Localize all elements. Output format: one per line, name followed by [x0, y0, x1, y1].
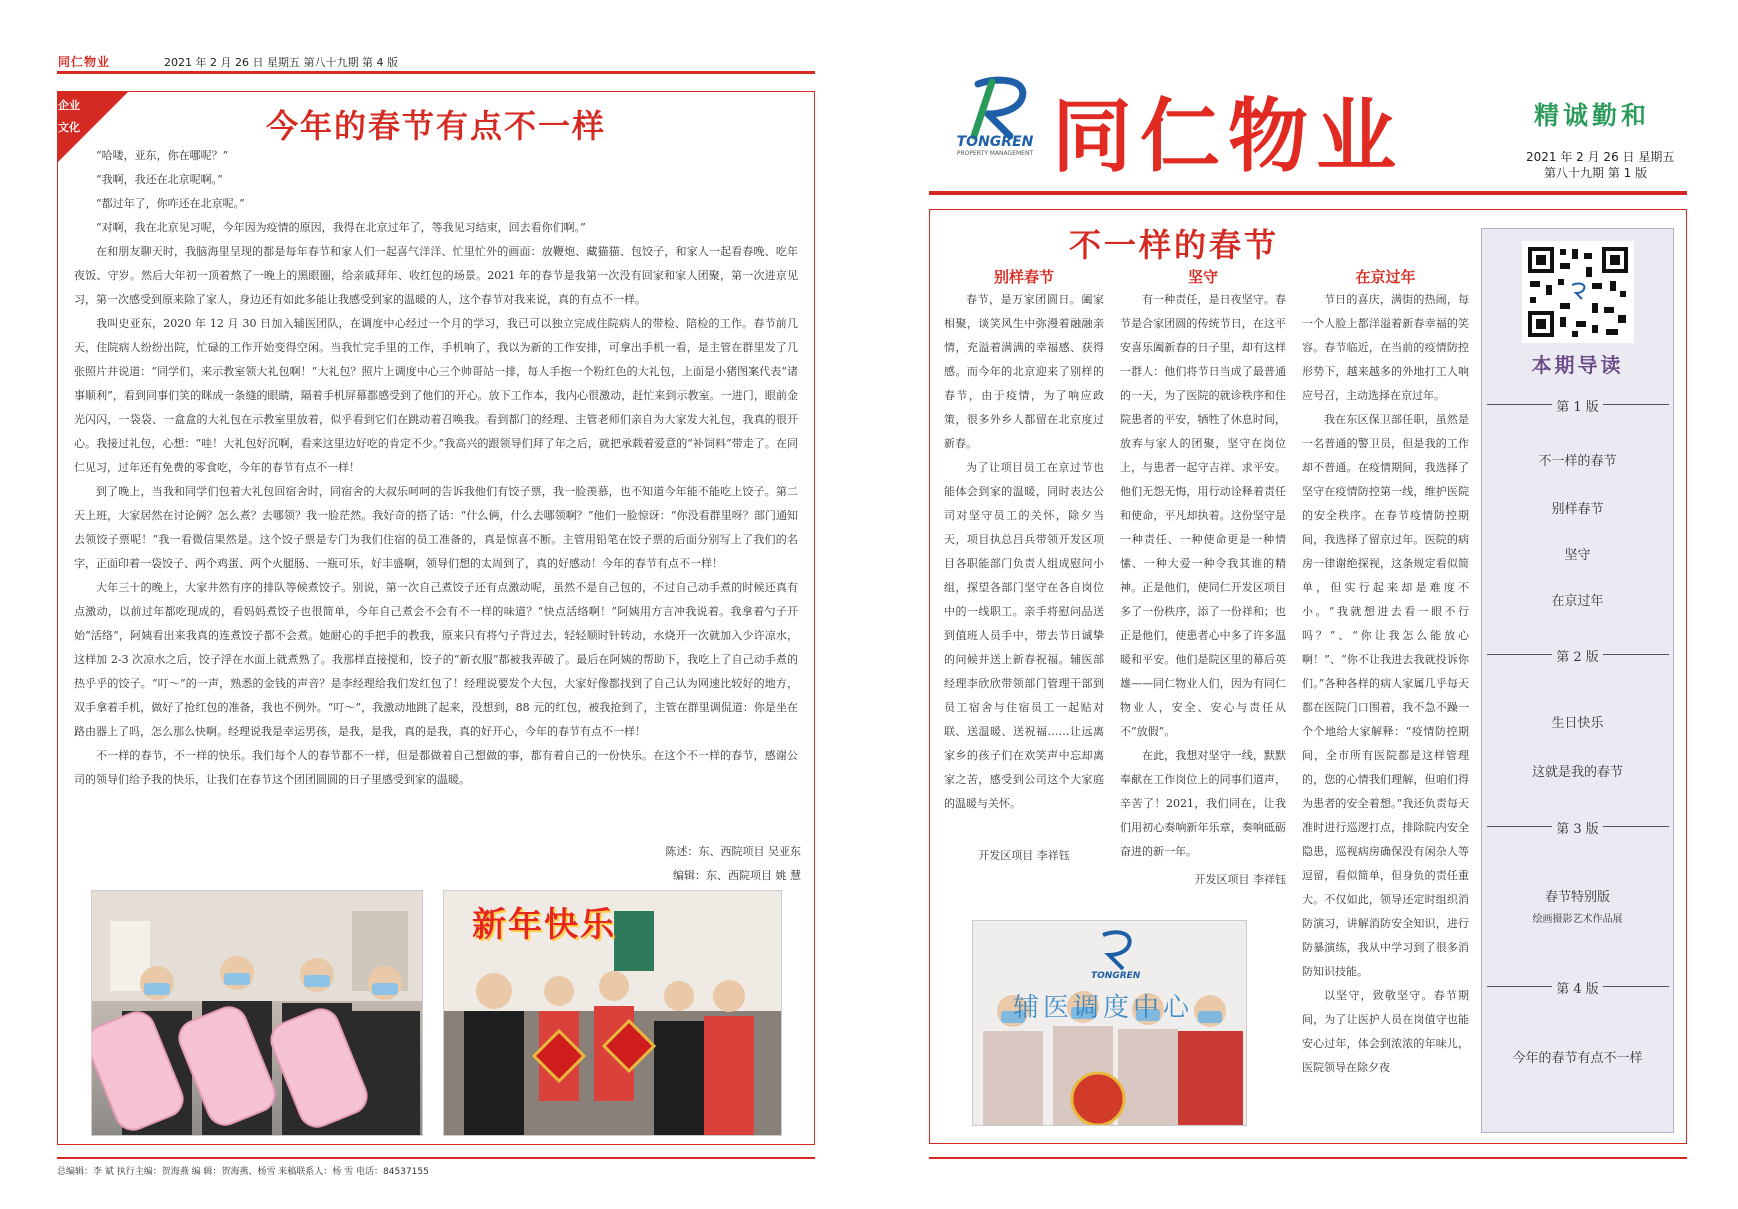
article-paragraph: 到了晚上，当我和同学们包着大礼包回宿舍时，同宿舍的大叔乐呵呵的告诉我他们有饺子票，我一脸羡慕，也不知道今年能不能吃上饺子。第二天上班，大家居然在讨论俩？怎么煮？去哪领？我一脸茫然。我好奇的搭了话：“什么俩，什么去哪领啊？”他们一脸惊讶：“你没看群里呀？部门通知去领饺子票呢！”我一看微信果然是。这个饺子票是专门为我们住宿的员工准备的，真是惊喜不断。主管用铅笔在饺子票的后面分别写上了我们的名字，正面印着一袋饺子、两个鸡蛋、两个火腿肠、一瓶可乐，好丰盛啊，领导们想的太周到了，真的好感动！今年的春节有点不一样！ — [74, 485, 798, 570]
guide-item-2-2[interactable]: 这就是我的春节 — [1531, 765, 1623, 780]
editor-line: 编辑：东、西院项目 姚 慧 — [673, 869, 801, 882]
edition-label-text: 第 2 版 — [1552, 650, 1603, 665]
page4-footer-rule — [57, 1157, 815, 1159]
column-paragraph: 春节，是万家团圆日。阖家相聚，谈笑风生中弥漫着融融亲情，充溢着满满的幸福感、获得感。而今年的北京迎来了别样的春节，由于疫情，为了响应政策，很多外乡人都留在北京度过新春。 — [944, 293, 1104, 450]
author-line: 陈述：东、西院项目 吴亚东 — [665, 845, 801, 858]
section-tag-line2: 文化 — [58, 121, 80, 134]
guide-item-1-2[interactable]: 别样春节 — [1551, 502, 1604, 517]
edition-label-text: 第 1 版 — [1552, 400, 1603, 415]
article-paragraph: 大年三十的晚上，大家井然有序的排队等候煮饺子。别说，第一次自己煮饺子还有点激动呢，虽然不是自己包的，不过自己动手煮的时候还真有点激动，以前过年都吃现成的，看妈妈煮饺子也很简单，今年自己煮会不会有不一样的味道？“快点活络啊！”阿姨用方言冲我说着。我拿着勺子开始“活络”，阿姨看出来我真的连煮饺子都不会煮。她耐心的手把手的教我，原来只有将勺子背过去，轻轻顺时针转动，水烧开一次就加入少许凉水，这样加 2-3 次凉水之后，饺子浮在水面上就煮熟了。我那样直接搅和，饺子的“新衣服”都被我弄破了。最后在阿姨的帮助下，我吃上了自己动手煮的热乎乎的饺子。“叮～”的一声，熟悉的金钱的声音？是李经理给我们发红包了！经理说要发个大包，大家好像都找到了自己认为网速比较好的地方，双手拿着手机，做好了抢红包的准备，我也不例外。“叮～”，我激动地跳了起来，没想到，88 元的红包，被我抢到了，主管在群里调侃道：你是坐在路由器上了吗，怎么那么快啊。经理说我是幸运男孩，是我，是我，真的是我，真的好开心，今年的春节有点不一样！ — [74, 581, 798, 738]
page4-article-title: 今年的春节有点不一样 — [265, 107, 606, 145]
column-heading: 在京过年 — [1355, 268, 1416, 286]
guide-item-1-1[interactable]: 不一样的春节 — [1538, 454, 1617, 469]
column-jianshou — [1120, 288, 1286, 892]
guide-item-4-1[interactable]: 今年的春节有点不一样 — [1512, 1051, 1643, 1066]
newspaper-masthead: 同仁物业 — [1052, 90, 1404, 183]
column-paragraph: 我在东区保卫部任职，虽然是一名普通的警卫员，但是我的工作却不普通。在疫情期间，我选择了坚守在疫情防控第一线，维护医院的安全秩序。在春节疫情防控期间，我选择了留京过年。医院的病房一律谢绝探视，这条规定看似简单，但实行起来却是难度不小。“我就想进去看一眼不行吗？”、“你让我怎么能放心啊！”、“你不让我进去我就投诉你们。”各种各样的病人家属几乎每天都在医院门口围着，我不急不躁一个个地给大家解释：“疫情防控期间，全市所有医院都是这样管理的，您的心情我们理解，但咱们得为患者的安全着想。”我还负责每天准时进行巡逻打点，排除院内安全隐患，巡视病房确保没有闲杂人等逗留，看似简单，但身负的责任重大。不仅如此，领导还定时组织消防演习，讲解消防安全知识，进行防暴演练，我从中学习到了很多消防知识技能。 — [1302, 413, 1469, 978]
photo-new-year-group — [443, 890, 782, 1136]
column-zaijing-guonian — [1302, 288, 1469, 1080]
column-signature: 开发区项目 李祥钰 — [1194, 873, 1286, 886]
guide-item-3-2[interactable]: 绘画摄影艺术作品展 — [1532, 914, 1623, 925]
page4-header-logo: 同仁物业 — [58, 55, 111, 69]
article-paragraph: “都过年了，你咋还在北京呢。” — [96, 197, 245, 210]
photo2-caption: 新年快乐 — [472, 905, 616, 945]
article-paragraph: “对啊，我在北京见习呢，今年因为疫情的原因，我得在北京过年了，等我见习结束，回去看你们啊。” — [96, 221, 586, 234]
column-paragraph: 在此，我想对坚守一线，默默奉献在工作岗位上的同事们道声，辛苦了！2021，我们同在，让我们用初心奏响新年乐章，奏响砥砺奋进的新一年。 — [1120, 749, 1286, 858]
guide-item-2-1[interactable]: 生日快乐 — [1551, 716, 1604, 731]
edition-label — [1481, 978, 1674, 997]
guide-item-1-4[interactable]: 在京过年 — [1551, 594, 1604, 609]
qr-code-icon[interactable] — [1522, 241, 1634, 343]
edition-label — [1481, 396, 1674, 415]
edition-label — [1481, 818, 1674, 837]
masthead-slogan: 精诚勤和 — [1534, 101, 1651, 130]
page4-footer-staff: 总编辑：李 斌 执行主编：贺海燕 编 辑：贺海燕、杨雪 来稿联系人：杨 雪 电话：84537155 — [57, 1167, 429, 1177]
photo-brand-label: TONGREN — [1091, 971, 1141, 981]
column-heading: 坚守 — [1187, 268, 1218, 286]
page4-article-body — [74, 144, 798, 792]
issue-number: 第八十九期 第 1 版 — [1544, 166, 1648, 180]
page1-main-title: 不一样的春节 — [1068, 226, 1279, 264]
column-paragraph: 以坚守，致敬坚守。春节期间，为了让医护人员在岗值守也能安心过年，体会到浓浓的年味儿，医院领导在除夕夜 — [1302, 989, 1469, 1074]
column-paragraph: 有一种责任，是日夜坚守。春节是合家团圆的传统节日，在这平安喜乐阖新春的日子里，却有这样一群人：他们将节日当成了最普通的一天，为了医院的就诊秩序和住院患者的平安，牺牲了休息时间，放弃与家人的团聚，坚守在岗位上，与患者一起守吉祥、求平安。他们无怨无悔，用行动诠释着责任和使命，平凡却执着。这份坚守是一种责任、一种使命更是一种情愫、一种大爱一种令我其谁的精神。正是他们，使同仁开发区项目多了一份秩序，添了一份祥和；也正是他们，使患者心中多了许多温暖和平安。他们是院区里的幕后英雄——同仁物业人们，因为有同仁物业人，安全、安心与责任从不“放假”。 — [1120, 293, 1286, 738]
guide-item-3-1[interactable]: 春节特别版 — [1544, 890, 1610, 905]
masthead-rule — [929, 191, 1687, 195]
article-paragraph: “哈喽，亚东，你在哪呢？” — [96, 149, 229, 162]
photo-dispatch-center-staff — [972, 920, 1247, 1126]
photo-staff-gift-bags — [91, 890, 423, 1136]
logo-english-name: TONGREN — [956, 134, 1034, 150]
page4-credits — [666, 840, 802, 888]
article-paragraph: “我啊，我还在北京呢啊。” — [96, 173, 223, 186]
page4-header-date: 2021 年 2 月 26 日 星期五 第八十九期 第 4 版 — [164, 56, 398, 69]
logo-subtitle: PROPERTY MANAGEMENT — [956, 150, 1034, 157]
section-tag-line1: 企业 — [58, 99, 80, 112]
column-paragraph: 为了让项目员工在京过节也能体会到家的温暖，同时表达公司对坚守员工的关怀，除夕当天，项目执总吕兵带领开发区项目各职能部门负责人组成慰问小组，探望各部门坚守在各自岗位中的一线职工。亲手将慰问品送到值班人员手中，带去节日诚挚的问候并送上新春祝福。辅医部经理李欣欣带领部门管理干部到员工宿舍与住宿员工一起贴对联、送温暖、送祝福……让远离家乡的孩子们在欢笑声中忘却离家之苦，感受到公司这个大家庭的温暖与关怀。 — [944, 461, 1104, 810]
column-paragraph: 节日的喜庆，满街的热闹，每一个人脸上都洋溢着新春幸福的笑容。春节临近，在当前的疫情防控形势下，越来越多的外地打工人响应号召，主动选择在京过年。 — [1302, 293, 1469, 402]
edition-label — [1481, 646, 1674, 665]
guide-item-1-3[interactable]: 坚守 — [1564, 548, 1591, 563]
article-paragraph: 不一样的春节，不一样的快乐。我们每个人的春节都不一样，但是都做着自己想做的事，都有着自己的一份快乐。在这个不一样的春节，感谢公司的领导们给予我的快乐，让我们在春节这个团团圆圆的日子里感受到家的温暖。 — [74, 749, 798, 786]
column-signature: 开发区项目 李祥钰 — [978, 849, 1070, 862]
article-paragraph: 在和朋友聊天时，我脑海里呈现的都是每年春节和家人们一起喜气洋洋、忙里忙外的画面：放鞭炮、藏猫猫、包饺子，和家人一起看春晚、吃年夜饭、守岁。然后大年初一顶着熬了一晚上的黑眼圈，给亲戚拜年、收红包的场景。2021 年的春节是我第一次没有回家和家人团聚，第一次进京见习，第一次感受到原来除了家人，身边还有如此多能让我感受到家的温暖的人，这个春节对我来说，真的有点不一样。 — [74, 245, 798, 306]
issue-date: 2021 年 2 月 26 日 星期五 — [1526, 150, 1675, 164]
edition-label-text: 第 4 版 — [1552, 982, 1603, 997]
photo-wall-sign: 辅医调度中心 — [1013, 993, 1194, 1023]
issue-guide-title: 本期导读 — [1531, 353, 1624, 377]
page1-footer-rule — [929, 1157, 1687, 1159]
page4-header-rule — [57, 71, 815, 74]
column-bieyang-chunjie — [944, 288, 1104, 868]
article-paragraph: 我叫史亚东，2020 年 12 月 30 日加入辅医团队，在调度中心经过一个月的学习，我已可以独立完成住院病人的带检、陪检的工作。春节前几天，住院病人纷纷出院，忙碌的工作开始变得空闲。当我忙完手里的工作，手机响了，我以为新的工作安排，可拿出手机一看，是主管在群里发了几张照片并说道：“同学们，来示教室领大礼包啊！”大礼包？照片上调度中心三个帅哥站一排，每人手抱一个粉红色的大礼包，上面是小猪图案代表“诸事顺利”，看到同事们笑的眯成一条缝的眼睛，隔着手机屏幕都感受到了他们的开心。放下工作本，我内心很激动，赶忙来到示教室。一进门，眼前金光闪闪，一袋袋、一盒盒的大礼包在示教室里放着，似乎看到它们在跳动着召唤我。看到都门的经理、主管老师们亲自为大家发大礼包，我真的很开心。我接过礼包，心想：“哇！大礼包好沉啊，看来这里边好吃的肯定不少。”我高兴的跟领导们拜了年之后，就把承载着爱意的“补饲料”带走了。在同仁见习，过年还有免费的零食吃，今年的春节有点不一样！ — [74, 317, 798, 474]
edition-label-text: 第 3 版 — [1552, 822, 1603, 837]
column-heading: 别样春节 — [993, 268, 1054, 286]
